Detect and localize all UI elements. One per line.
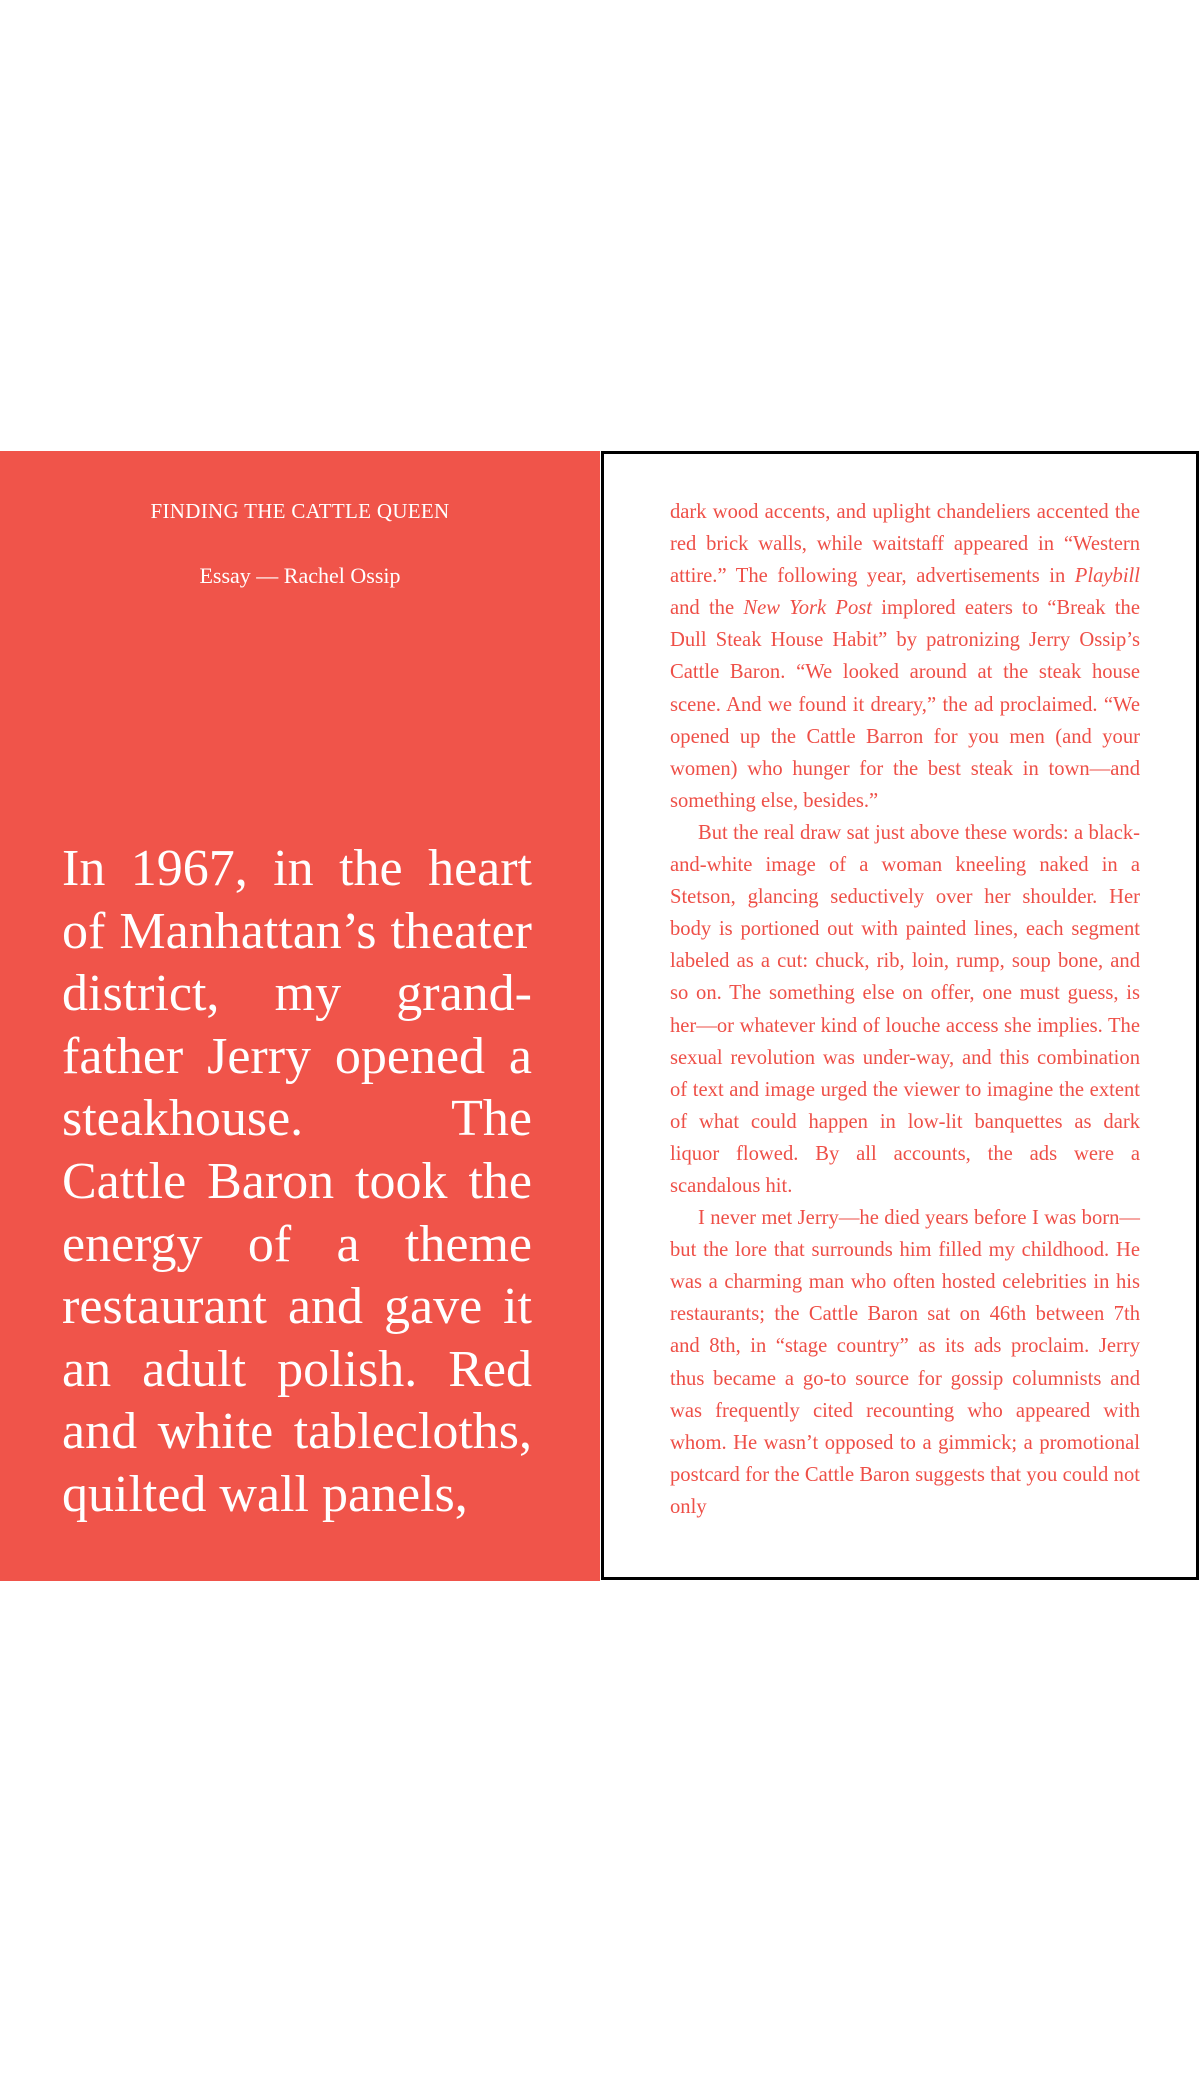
- paragraph-text: implored eaters to “Break the Dull Steak House Habit” by patronizing Jerry Ossip’s Cattle Baron. “We looked around at the steak house scene. And we found it dreary,” the ad proclaimed. “We opened up the Cattle Barron for you men (and your women) who hunger for the best steak in town—and something else, besides.”: [670, 597, 1140, 812]
- book-spread: [0, 451, 1200, 1581]
- paragraph-text: and the: [670, 597, 744, 620]
- body-paragraph-1: [670, 496, 1140, 817]
- byline: Essay — Rachel Ossip: [199, 563, 401, 588]
- lead-paragraph: In 1967, in the heart of Manhattan’s theater district, my grand-father Jerry opened a steakhouse. The Cattle Baron took the energy of a theme restaurant and gave it an adult polish. Red and white tablecloths, quilted wall panels,: [62, 840, 532, 1523]
- body-paragraph-3: I never met Jerry—he died years before I was born—but the lore that surrounds him filled my childhood. He was a charming man who often hosted celebrities in his restaurants; the Cattle Baron sat on 46th between 7th and 8th, in “stage country” as its ads proclaim. Jerry thus became a go-to source for gossip columnists and was frequently cited recounting who appeared with whom. He wasn’t opposed to a gimmick; a promotional postcard for the Cattle Baron suggests that you could not only: [670, 1207, 1140, 1518]
- essay-title: FINDING THE CATTLE QUEEN: [150, 499, 450, 523]
- left-page: [0, 451, 600, 1581]
- publication-name: New York Post: [743, 597, 873, 620]
- right-page: [601, 451, 1199, 1580]
- paragraph-text: dark wood accents, and uplight chandeliers accented the red brick walls, while waitstaff appeared in “Western attire.” The following year, advertisements in: [670, 501, 1140, 588]
- publication-name: Playbill: [1074, 565, 1140, 588]
- body-paragraph-2: But the real draw sat just above these words: a black-and-white image of a woman kneeling naked in a Stetson, glancing seductively over her shoulder. Her body is portioned out with painted lines, each segment labeled as a cut: chuck, rib, loin, rump, soup bone, and so on. The something else on offer, one must guess, is her—or whatever kind of louche access she implies. The sexual revolution was under-way, and this combination of text and image urged the viewer to imagine the extent of what could happen in low-lit banquettes as dark liquor flowed. By all accounts, the ads were a scandalous hit.: [670, 821, 1140, 1197]
- body-text: [670, 496, 1140, 1523]
